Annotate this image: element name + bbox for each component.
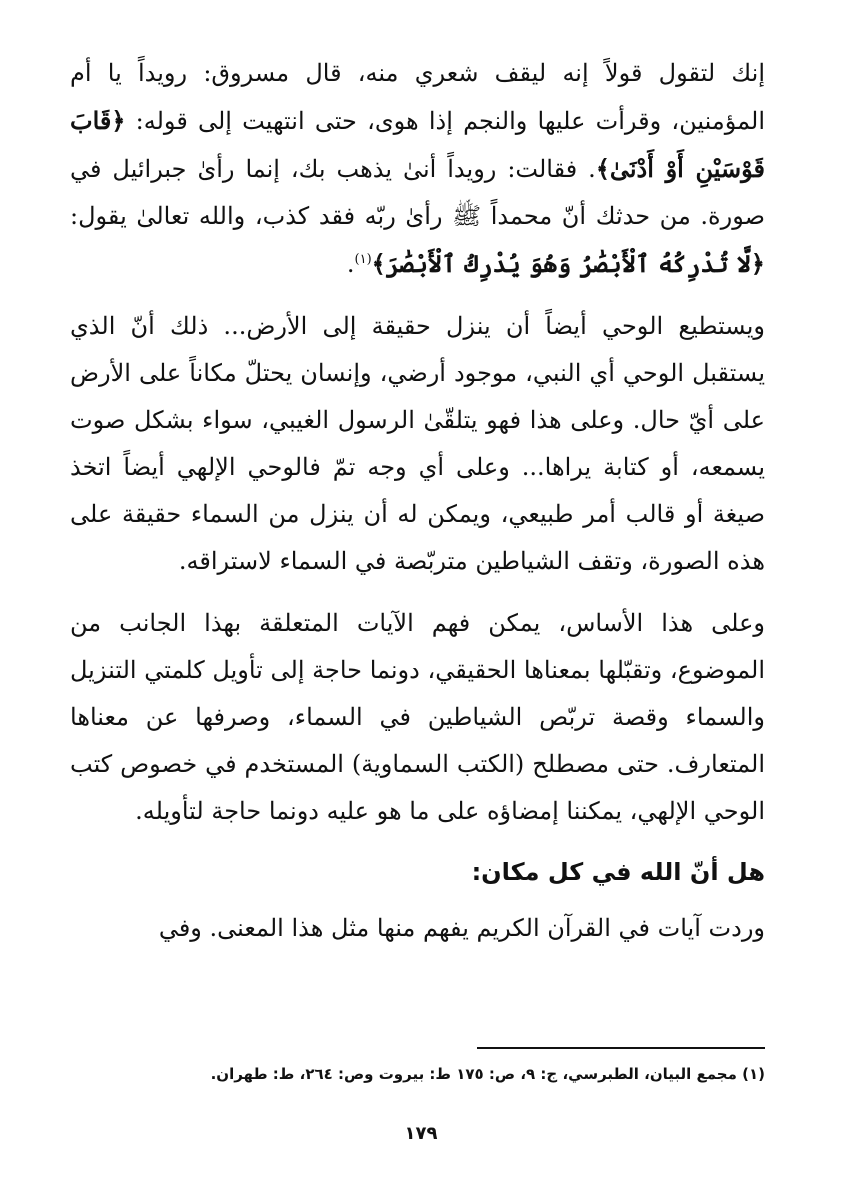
quran-verse-1: ﴿قَابَ قَوْسَيْنِ أَوْ أَدْنَىٰ﴾ bbox=[70, 106, 766, 183]
paragraph-2: ويستطيع الوحي أيضاً أن ينزل حقيقة إلى الأرض... ذلك أنّ الذي يستقبل الوحي أي النبي، موجود أرضي، وإنسان يحتلّ مكاناً على الأرض على أيّ حال. وعلى هذا فهو يتلقّىٰ الرسول الغيبي، سواء بشكل صوت يسمعه، أو كتابة يراها... وعلى أي وجه تمّ فالوحي الإلهي أيضاً اتخذ صيغة أو قالب أمر طبيعي، ويمكن له أن ينزل من السماء حقيقة على هذه الصورة، وتقف الشياطين متربّصة في السماء لاستراقه. bbox=[70, 312, 765, 575]
paragraph-1 bbox=[70, 50, 765, 288]
paragraph-3: وعلى هذا الأساس، يمكن فهم الآيات المتعلقة بهذا الجانب من الموضوع، وتقبّلها بمعناها الحقيقي، دونما حاجة إلى تأويل كلمتي التنزيل والسماء وقصة تربّص الشياطين في السماء، وصرفها عن معناها المتعارف. حتى مصطلح (الكتب السماوية) المستخدم في خصوص كتب الوحي الإلهي، يمكننا إمضاؤه على ما هو عليه دونما حاجة لتأويله. bbox=[70, 609, 765, 825]
paragraph-1-text-b: . فقالت: رويداً أنىٰ يذهب بك، إنما رأىٰ جبرائيل في صورة. من حدثك أنّ محمداً ﷺ رأىٰ ربّه فقد كذب، والله تعالىٰ يقول: bbox=[70, 155, 765, 230]
paragraph-1-text-a: إنك لتقول قولاً إنه ليقف شعري منه، قال مسروق: رويداً يا أم المؤمنين، وقرأت عليها والنجم إذا هوى، حتى انتهيت إلى قوله: bbox=[70, 59, 765, 135]
quran-verse-2: ﴿لَّا تُدْرِكُهُ ٱلْأَبْصَٰرُ وَهُوَ يُدْرِكُ ٱلْأَبْصَٰرَ﴾ bbox=[371, 249, 765, 278]
footnote: (١) مجمع البيان، الطبرسي، ج: ٩، ص: ١٧٥ ط: بيروت وص: ٢٦٤، ط: طهران. bbox=[210, 1065, 765, 1083]
footnote-divider bbox=[477, 1047, 765, 1049]
paragraph-1-end: . bbox=[346, 250, 355, 278]
paragraph-4: وردت آيات في القرآن الكريم يفهم منها مثل هذا المعنى. وفي bbox=[158, 914, 765, 942]
section-heading: هل أنّ الله في كل مكان: bbox=[471, 858, 765, 886]
page-body bbox=[70, 50, 765, 1160]
page-number: ١٧٩ bbox=[404, 1123, 438, 1144]
footnote-reference: (١) bbox=[354, 252, 372, 267]
